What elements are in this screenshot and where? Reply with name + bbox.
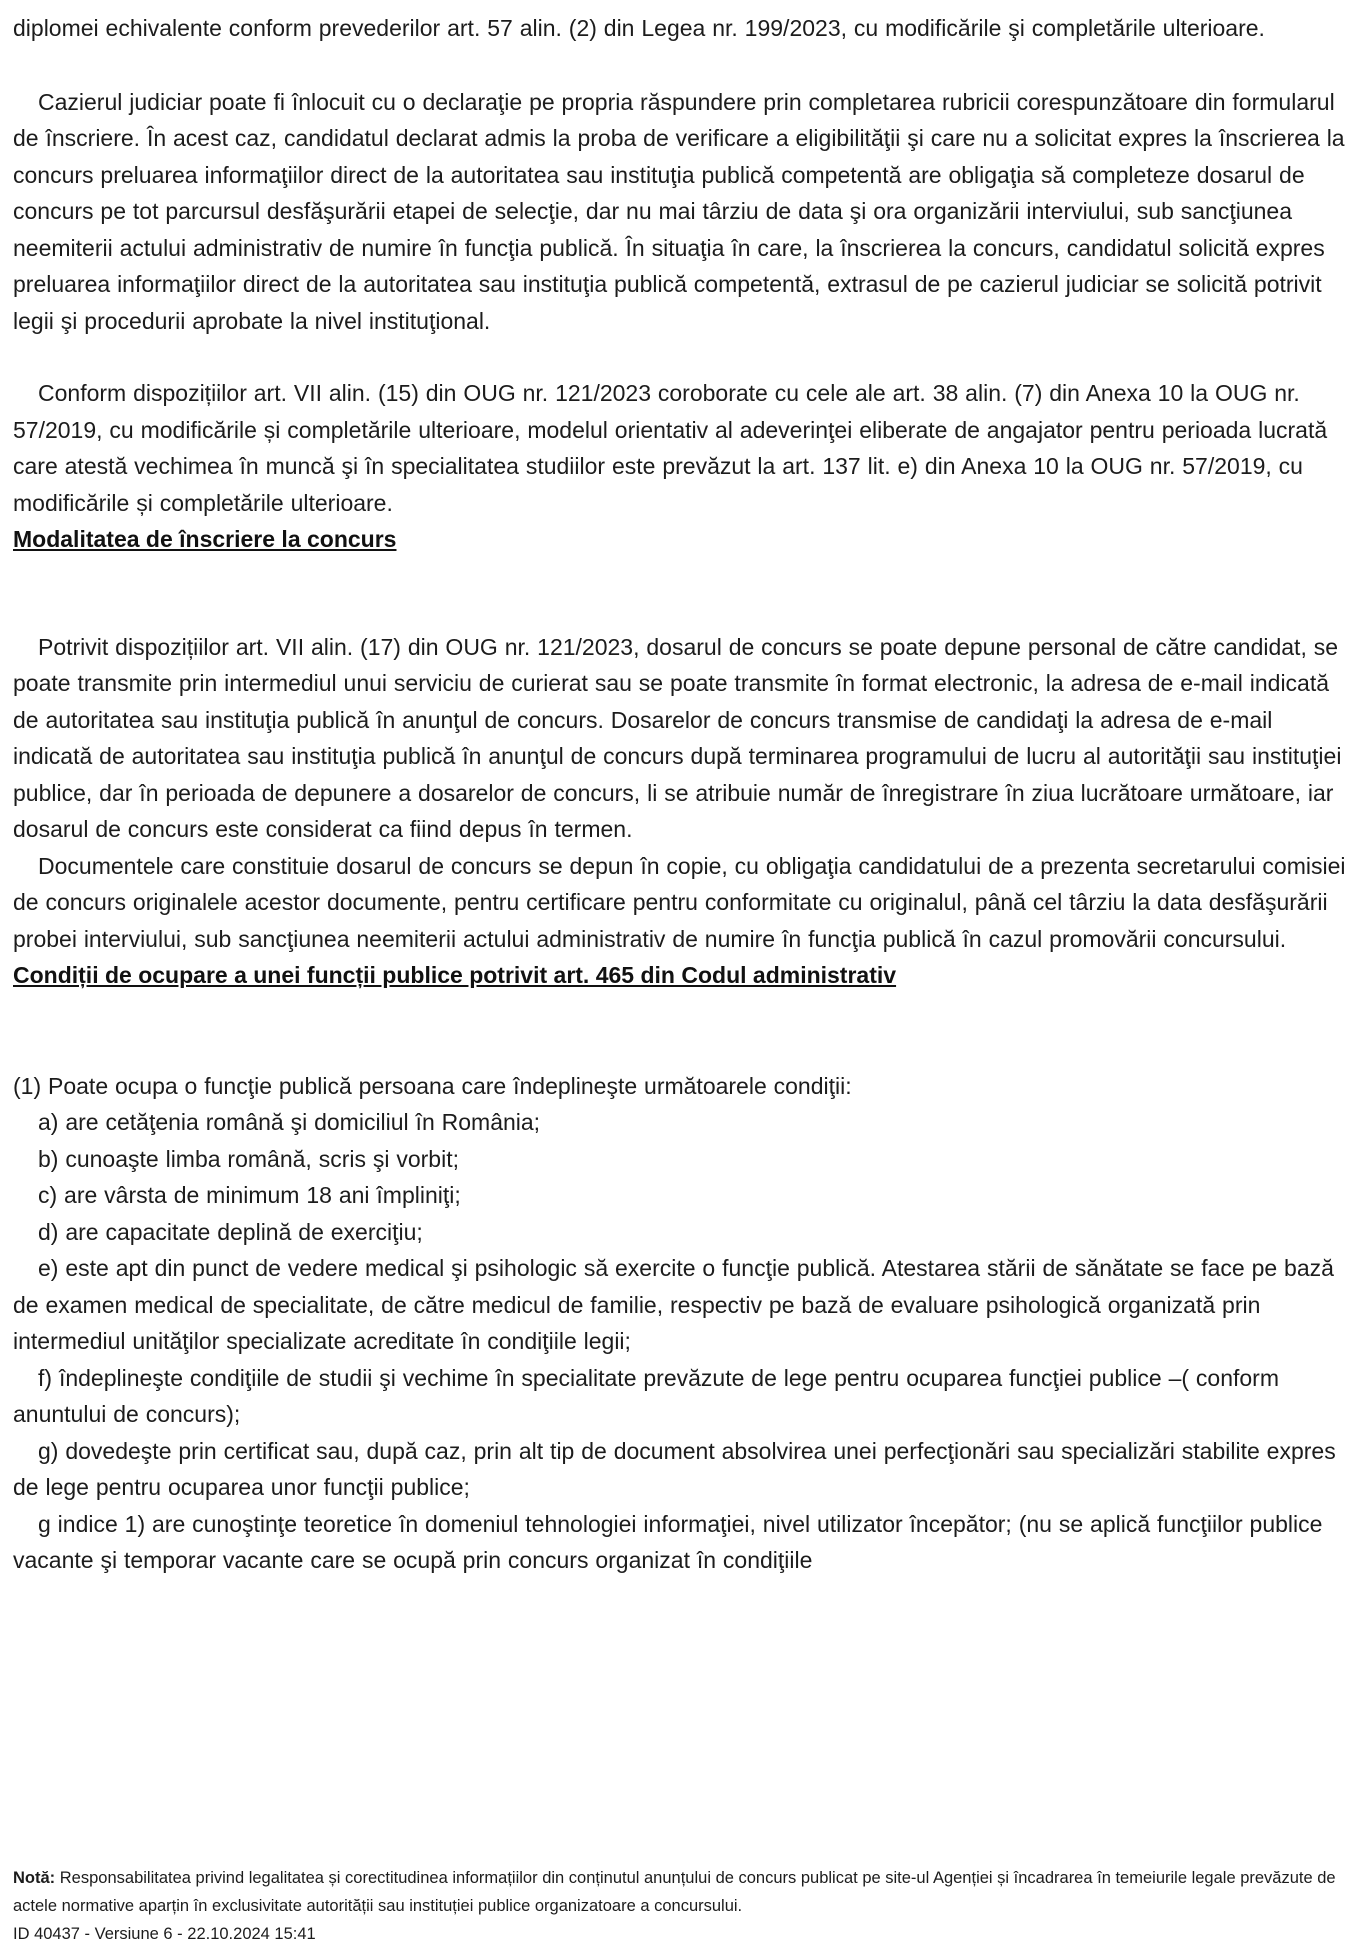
heading-modalitatea-inscriere: Modalitatea de înscriere la concurs — [13, 526, 397, 552]
condition-item-g: g) dovedeşte prin certificat sau, după caz, prin alt tip de document absolvirea unei perfecţionări sau specializări stabilite expres de lege pentru ocuparea unor funcţii publice; — [13, 1437, 1336, 1500]
paragraph-continuation-diplomei: diplomei echivalente conform prevederilor art. 57 alin. (2) din Legea nr. 199/2023, cu modificările şi completările ulterioare. — [13, 15, 1265, 41]
paragraph-potrivit-dispozitiilor: Potrivit dispozițiilor art. VII alin. (17) din OUG nr. 121/2023, dosarul de concurs se poate depune personal de către candidat, se poate transmite prin intermediul unui serviciu de curierat sau se poate transmite în format electronic, la adresa de e-mail indicată de autoritatea sau instituţia publică în anunţul de concurs. Dosarelor de concurs transmise de candidaţi la adresa de e-mail indicată de autoritatea sau instituţia publică în anunţul de concurs după terminarea programului de lucru al autorităţii sau instituţiei publice, dar în perioada de depunere a dosarelor de concurs, li se atribuie număr de înregistrare în ziua lucrătoare următoare, iar dosarul de concurs este considerat ca fiind depus în termen. — [13, 633, 1342, 842]
paragraph-documentele-dosar: Documentele care constituie dosarul de concurs se depun în copie, cu obligaţia candidatului de a prezenta secretarului comisiei de concurs originalele acestor documente, pentru certificare pentru conformitate cu originalul, până cel târziu la data desfăşurării probei interviului, sub sancţiunea neemiterii actului administrativ de numire în funcţia publică în cazul promovării concursului. — [13, 852, 1346, 952]
paragraph-conform-dispozitiilor: Conform dispozițiilor art. VII alin. (15) din OUG nr. 121/2023 coroborate cu cele ale art. 38 alin. (7) din Anexa 10 la OUG nr. 57/2019, cu modificările și completările ulterioare, modelul orientativ al adeverinţei eliberate de angajator pentru perioada lucrată care atestă vechimea în muncă şi în specialitatea studiilor este prevăzut la art. 137 lit. e) din Anexa 10 la OUG nr. 57/2019, cu modificările și completările ulterioare. — [13, 380, 1328, 516]
footer-note-text: Responsabilitatea privind legalitatea și corectitudinea informațiilor din conținutul anunțului de concurs publicat pe site-ul Agenției și încadrarea în temeiurile legale prevăzute de actele normative aparțin în exclusivitate autorității sau instituției publice organizatoare a concursului. — [13, 1869, 1336, 1915]
condition-item-f: f) îndeplineşte condiţiile de studii şi vechime în specialitate prevăzute de lege pentru ocuparea funcţiei publice –( conform anuntului de concurs); — [13, 1364, 1279, 1427]
paragraph-conditii-intro: (1) Poate ocupa o funcţie publică persoana care îndeplineşte următoarele condiţii: — [13, 1072, 852, 1099]
condition-item-d: d) are capacitate deplină de exerciţiu; — [38, 1218, 423, 1245]
condition-item-g-indice-1: g indice 1) are cunoştinţe teoretice în domeniul tehnologiei informaţiei, nivel utilizator începător; (nu se aplică funcţiilor publice vacante şi temporar vacante care se ocupă prin concurs organizat în condiţiile — [13, 1510, 1323, 1573]
heading-conditii-ocupare: Condiții de ocupare a unei funcții publice potrivit art. 465 din Codul administrativ — [13, 962, 897, 988]
page-footer — [13, 1864, 1353, 1948]
footer-id-version-line: ID 40437 - Versiune 6 - 22.10.2024 15:41 — [13, 1925, 316, 1943]
footer-note-label: Notă: — [13, 1869, 56, 1887]
footer-note — [13, 1864, 1353, 1920]
condition-item-c: c) are vârsta de minimum 18 ani împliniţi; — [38, 1182, 461, 1208]
condition-item-a: a) are cetăţenia română şi domiciliul în România; — [38, 1109, 541, 1135]
condition-item-b: b) cunoaşte limba română, scris şi vorbit; — [38, 1145, 459, 1172]
paragraph-cazier-judiciar: Cazierul judiciar poate fi înlocuit cu o declaraţie pe propria răspundere prin completarea rubricii corespunzătoare din formularul de înscriere. În acest caz, candidatul declarat admis la proba de verificare a eligibilităţii şi care nu a solicitat expres la înscrierea la concurs preluarea informaţiilor direct de la autoritatea sau instituţia publică competentă are obligaţia să completeze dosarul de concurs pe tot parcursul desfăşurării etapei de selecţie, dar nu mai târziu de data şi ora organizării interviului, sub sancţiunea neemiterii actului administrativ de numire în funcţia publică. În situaţia în care, la înscrierea la concurs, candidatul solicită expres preluarea informaţiilor direct de la autoritatea sau instituţia publică competentă, extrasul de pe cazierul judiciar se solicită potrivit legii şi procedurii aprobate la nivel instituţional. — [13, 88, 1345, 334]
condition-item-e: e) este apt din punct de vedere medical şi psihologic să exercite o funcţie publică. Atestarea stării de sănătate se face pe bază de examen medical de specialitate, de către medicul de familie, respectiv pe bază de evaluare psihologică organizată prin intermediul unităţilor specializate acreditate în condiţiile legii; — [13, 1255, 1334, 1354]
